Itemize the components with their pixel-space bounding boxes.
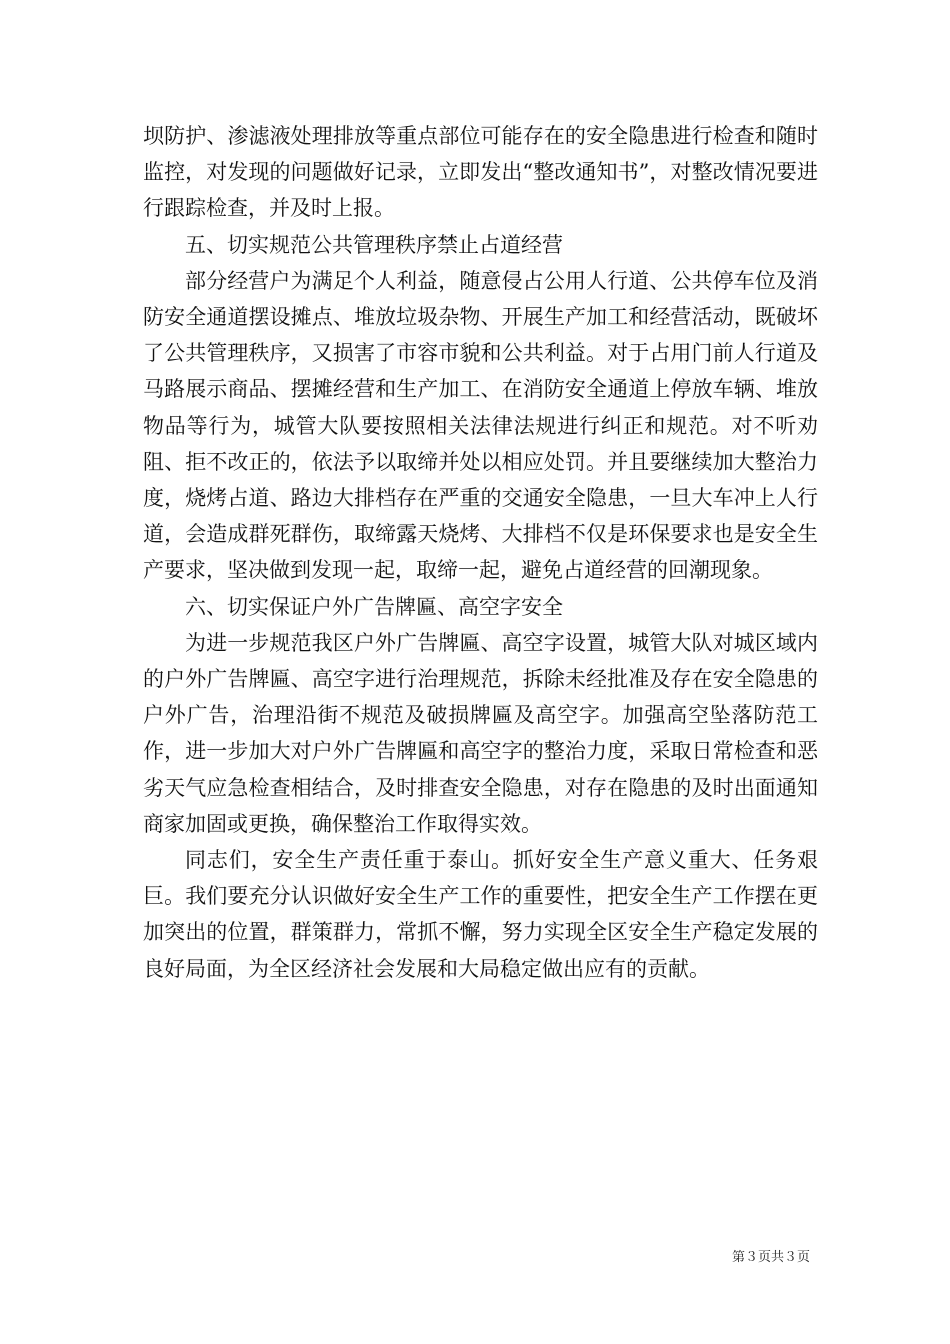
paragraph-continuation: 坝防护、渗滤液处理排放等重点部位可能存在的安全隐患进行检查和随时监控，对发现的问题做好记录，立即发出“整改通知书”，对整改情况要进行跟踪检查，并及时上报。 xyxy=(143,124,818,221)
paragraph-occupied-road-business: 部分经营户为满足个人利益，随意侵占公用人行道、公共停车位及消防安全通道摆设摊点、堆放垃圾杂物、开展生产加工和经营活动，既破坏了公共管理秩序，又损害了市容市貌和公共利益。对于占用门前人行道及马路展示商品、摆摊经营和生产加工、在消防安全通道上停放车辆、堆放物品等行为，城管大队要按照相关法律法规进行纠正和规范。对不听劝阻、拒不改正的，依法予以取缔并处以相应处罚。并且要继续加大整治力度，烧烤占道、路边大排档存在严重的交通安全隐患，一旦大车冲上人行道，会造成群死群伤，取缔露天烧烤、大排档不仅是环保要求也是安全生产要求，坚决做到发现一起，取缔一起，避免占道经营的回潮现象。 xyxy=(143,268,818,583)
document-body xyxy=(143,118,818,987)
section-heading-5: 五、切实规范公共管理秩序禁止占道经营 xyxy=(185,232,563,257)
page-number-footer: 第３页共３页 xyxy=(731,1250,810,1265)
paragraph-closing-remarks: 同志们，安全生产责任重于泰山。抓好安全生产意义重大、任务艰巨。我们要充分认识做好安全生产工作的重要性，把安全生产工作摆在更加突出的位置，群策群力，常抓不懈，努力实现全区安全生产稳定发展的良好局面，为全区经济社会发展和大局稳定做出应有的贡献。 xyxy=(143,848,818,981)
section-heading-6: 六、切实保证户外广告牌匾、高空字安全 xyxy=(185,594,563,619)
paragraph-outdoor-signs: 为进一步规范我区户外广告牌匾、高空字设置，城管大队对城区域内的户外广告牌匾、高空字进行治理规范，拆除未经批准及存在安全隐患的户外广告，治理沿街不规范及破损牌匾及高空字。加强高空坠落防范工作，进一步加大对户外广告牌匾和高空字的整治力度，采取日常检查和恶劣天气应急检查相结合，及时排查安全隐患，对存在隐患的及时出面通知商家加固或更换，确保整治工作取得实效。 xyxy=(143,630,818,836)
